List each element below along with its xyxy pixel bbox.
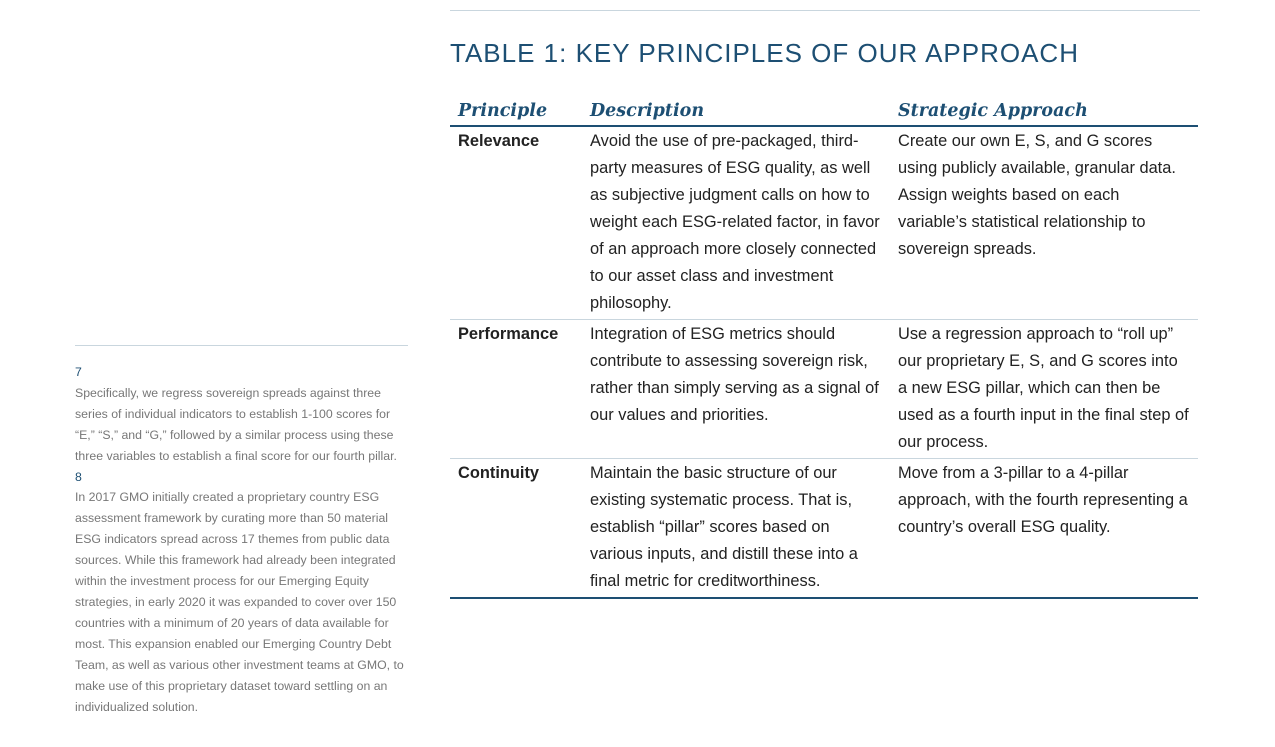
description-cell: Integration of ESG metrics should contribute to assessing sovereign risk, rather than simply serving as a signal of our values and priorities. xyxy=(582,320,890,459)
approach-cell: Create our own E, S, and G scores using publicly available, granular data. Assign weights based on each variable’s statistical relationship to sovereign spreads. xyxy=(890,127,1198,320)
description-cell: Avoid the use of pre-packaged, third-party measures of ESG quality, as well as subjective judgment calls on how to weight each ESG-related factor, in favor of an approach more closely connected to our asset class and investment philosophy. xyxy=(582,127,890,320)
footnotes xyxy=(75,362,409,717)
table-header-row xyxy=(450,96,1198,127)
principle-cell: Performance xyxy=(450,320,582,459)
header-strategic-approach: Strategic Approach xyxy=(890,96,1198,127)
header-principle: Principle xyxy=(450,96,582,127)
footnote-8 xyxy=(75,467,409,718)
table-row xyxy=(450,320,1198,459)
principle-cell: Continuity xyxy=(450,459,582,599)
footnote-divider xyxy=(75,345,408,346)
footnote-number: 8 xyxy=(75,469,82,484)
top-divider xyxy=(450,10,1200,11)
approach-cell: Use a regression approach to “roll up” our proprietary E, S, and G scores into a new ESG pillar, which can then be used as a fourth input in the final step of our process. xyxy=(890,320,1198,459)
header-description: Description xyxy=(582,96,890,127)
principles-table xyxy=(450,96,1198,599)
footnote-text: In 2017 GMO initially created a proprietary country ESG assessment framework by curating more than 50 material ESG indicators spread across 17 themes from public data sources. While this framework had already been integrated within the investment process for our Emerging Equity strategies, in early 2020 it was expanded to cover over 150 countries with a minimum of 20 years of data available for most. This expansion enabled our Emerging Country Debt Team, as well as various other investment teams at GMO, to make use of this proprietary dataset toward settling on an individualized solution. xyxy=(75,490,404,714)
principle-cell: Relevance xyxy=(450,127,582,320)
approach-cell: Move from a 3-pillar to a 4-pillar approach, with the fourth representing a country’s overall ESG quality. xyxy=(890,459,1198,599)
table-row xyxy=(450,459,1198,599)
footnote-number: 7 xyxy=(75,365,82,379)
table-title: TABLE 1: KEY PRINCIPLES OF OUR APPROACH xyxy=(450,38,1079,68)
footnote-7 xyxy=(75,362,409,467)
description-cell: Maintain the basic structure of our existing systematic process. That is, establish “pillar” scores based on various inputs, and distill these into a final metric for creditworthiness. xyxy=(582,459,890,599)
table-row xyxy=(450,127,1198,320)
footnote-text: Specifically, we regress sovereign spreads against three series of individual indicators to establish 1-100 scores for “E,” “S,” and “G,” followed by a similar process using these three variables to establish a final score for our fourth pillar. xyxy=(75,385,397,463)
